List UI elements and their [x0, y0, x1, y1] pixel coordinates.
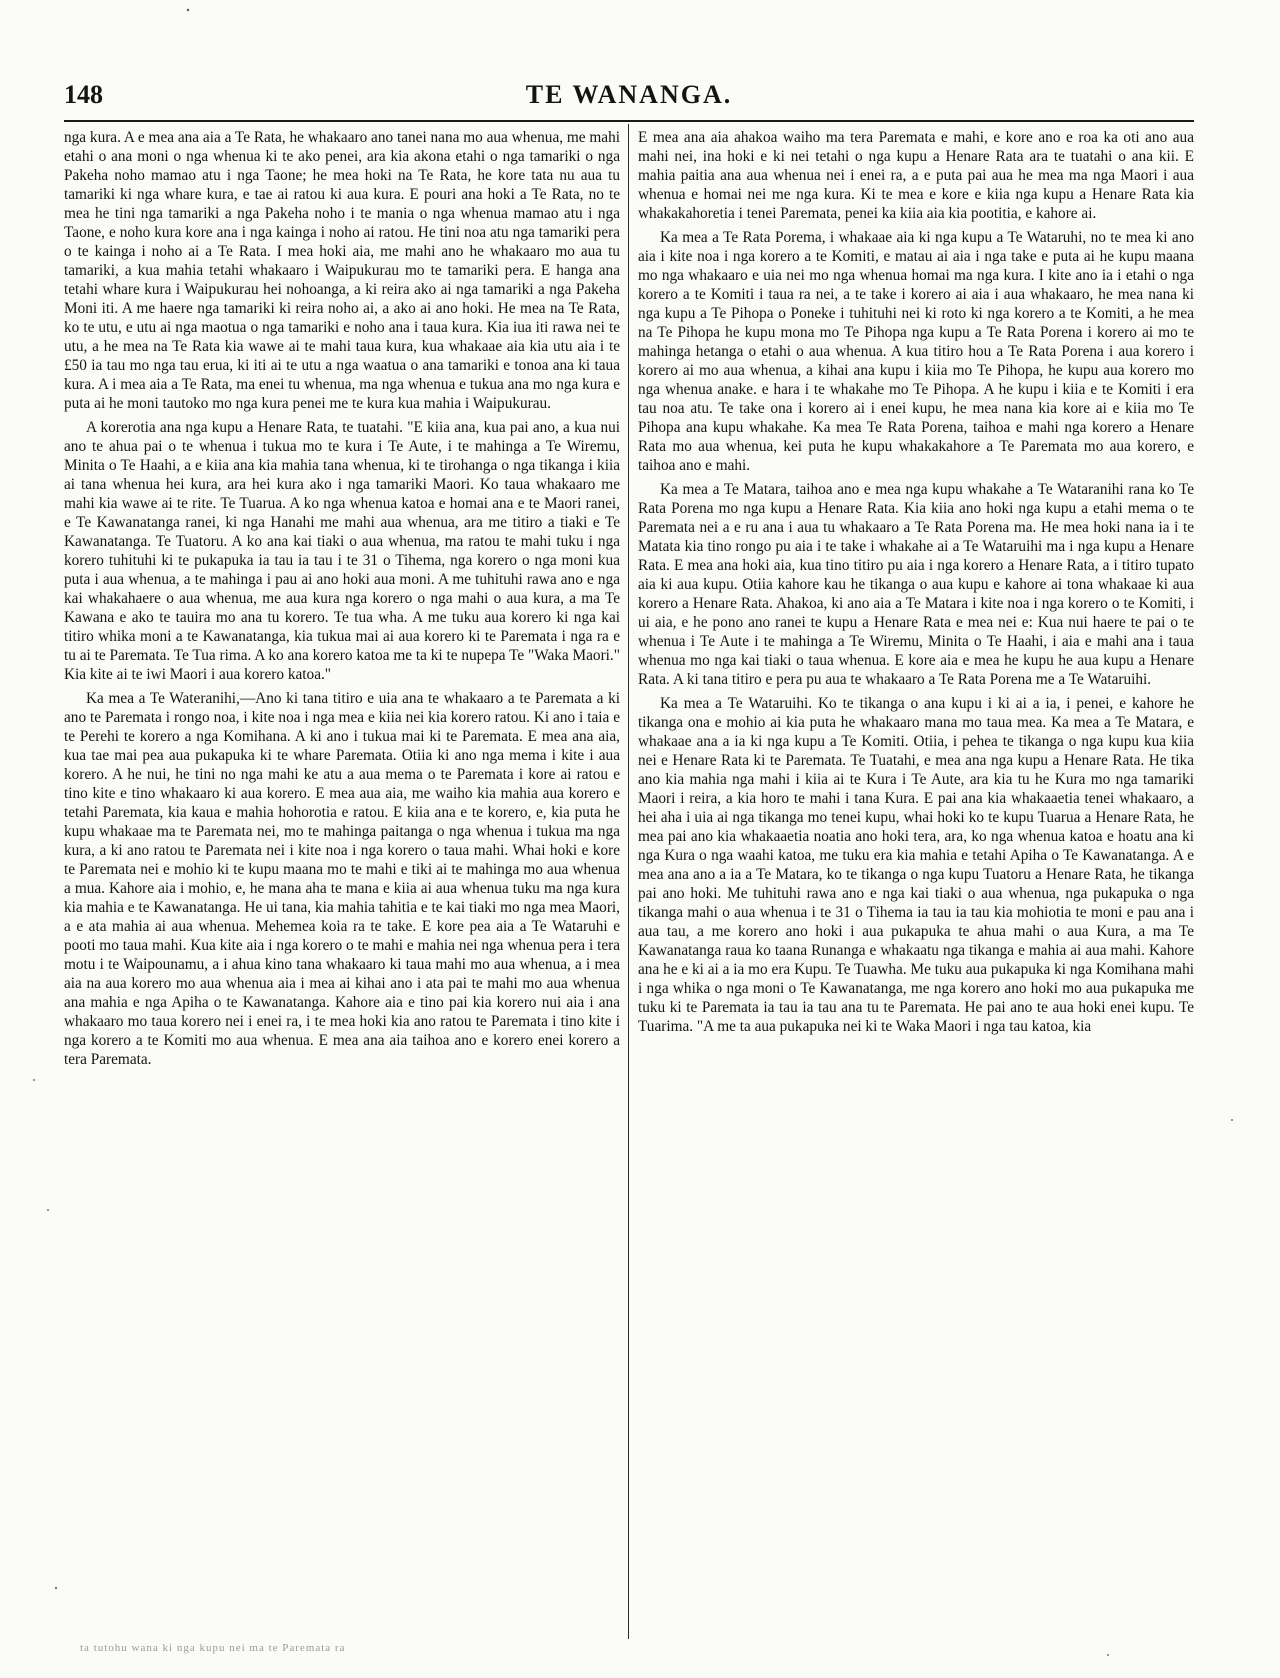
article-paragraph: Ka mea a Te Wataruihi. Ko te tikanga o ana kupu i ki ai a ia, i penei, e kahore he tikanga ona e mohio ai kia puta he whakaaro mana mo taua mea. Ka mea a Te Matara, e whakaae ana a ia ki nga kupu a Te Komiti. Otiia, i pehea te tikanga o nga kupu kua kiia nei e Henare Rata ki te Paremata. Te Tuatahi, e mea ana nga kupu a Henare Rata. He tika ano kia mahia nga mahi i kiia ai te Kura i Te Aute, ara kia tu he Kura mo nga tamariki Maori i reira, a kia horo te mahi i tana Kura. E pai ana kia whakaaetia tenei whakaaro, a hei aha i uia ai nga tikanga mo tenei kupu, whai hoki ko te kupu Tuarua a Henare Rata, he mea pai ano kia whakaaetia noatia ano hoki tera, ara, ko nga whenua katoa e hoatu ana ki nga Kura o nga waahi katoa, me tuku era kia mahia e tetahi Apiha o Te Kawanatanga. A e mea ana ano a ia a Te Matara, ko te tikanga o nga kupu Tuatoru a Henare Rata, he tikanga pai ano hoki. Me tuhituhi rawa ano e nga kai tiaki o aua whenua, nga pukapuka o nga tikanga mahi o aua whenua i te 31 o Tihema ia tau ia tau kia mohiotia te moni e pau ana i aua tau, a me korero ano hoki i aua pukapuka te ahua mahi o aua Kura, a ma Te Kawanatanga raua ko taana Runanga e whakaatu nga tikanga e mahia ai aua mahi. Kahore ana he e ki ai a ia mo era Kupu. Te Tuawha. Me tuku aua pukapuka ki nga Komihana mahi i nga whika o nga moni o Te Kawanatanga, me nga korero ano hoki mo aua pukapuka me tuku ki te Paremata ia tau ia tau ana tu te Paremata. He pai ano te aua hoki enei kupu. Te Tuarima. "A me ta aua pukapuka nei ki te Waka Maori i nga tau katoa, kia	[638, 695, 1194, 1035]
footer-bleed-text: ta tutohu wana ki nga kupu nei ma te Paremata ra	[80, 1642, 346, 1654]
page-header	[64, 78, 1194, 118]
article-paragraph: Ka mea a Te Matara, taihoa ano e mea nga kupu whakahe a Te Wataranihi rana ko Te Rata Porena mo nga kupu a Henare Rata. Kia kiia ano hoki nga kupu a etahi mema o te Paremata nei a e ru ana i aua tu whakaaro a Te Rata Porena ma. He mea hoki nana ia i te Matata kia tino rongo pu aia i te take i whakahe ai a Te Wataruihi ma i nga kupu a Henare Rata. E mea ana hoki aia, kua tino titiro pu aia i nga korero a Henare Rata, a i titiro tupato aia ki aua kupu. Otiia kahore kau he tikanga o aua kupu e kahore ai tona whakaae ki aua korero a Henare Rata. Ahakoa, ki ano aia a Te Matara i kite noa i nga korero o te Komiti, i ui aia, e he pono ano ranei te kupu a Henare Rata e mea nei e: Kua nui haere te pai o te whenua i Te Aute i te mahinga a Te Wiremu, Minita o Te Haahi, i aia e mahi ana i taua whenua mo nga kai tiaki o taua whenua. E kore aia e mea he kupu he aua kupu a Henare Rata. A ki tana titiro e pera pu aua te whakaaro a Te Rata Porena me a Te Wataruihi.	[638, 481, 1194, 688]
article-paragraph: nga kura. A e mea ana aia a Te Rata, he whakaaro ano tanei nana mo aua whenua, me mahi etahi o ana moni o nga whenua ki te ako penei, ara kia akona etahi o nga tamariki o nga Pakeha noho mamao atu i nga Taone; he mea hoki na Te Rata, he kore tata nu aua tu tamariki ki nga whare kura, e tae ai ratou ki aua kura. E pouri ana hoki a Te Rata, no te mea he tini nga tamariki a nga Pakeha noho i te mania o nga whenua mamao atu i nga Taone, e noho kura kore ana i nga kainga i noho ai ratou. He tini noa atu nga tamariki pera o te kainga i noho ai a Te Rata. I mea hoki aia, me mahi ano he whakaaro mo aua tu tamariki, a kua mahia tetahi whakaaro i Waipukurau mo te tamariki pera. E hanga ana tetahi whare kura i Waipukurau hei nohoanga, a ki reira ako ai nga tamariki a nga Pakeha Moni iti. A me haere nga tamariki ki reira noho ai, a ako ai ano hoki. He mea na Te Rata, ko te utu, e utu ai nga maotua o nga tamariki e noho ana i taua kura. Kia iua iti rawa nei te utu, a he mea na Te Rata kia wawe ai te mahi taua kura, kua whakaae aia kia utu aia i te £50 ia tau mo nga tau erua, ki iti ai te utu a nga waatua o ana tamariki e tonoa ana ki taua kura. A i mea aia a Te Rata, ma enei tu whenua, ma nga whenua e tukua ana mo nga kura e puta ai he moni tautoko mo nga kura penei me te kura kua mahia i Waipukurau.	[64, 129, 620, 412]
article-paragraph: Ka mea a Te Wateranihi,—Ano ki tana titiro e uia ana te whakaaro a te Paremata a ki ano te Paremata i rongo noa, i kite noa i nga mea e kiia nei kia korero ratou. Ki ano i taia e te Perehi te korero a nga Komihana. A ki ano i tukua mai ki te Paremata. E mea ana aia, kua tae mai pea aua pukapuka ki te whare Paremata. Otiia ki ano nga mema i kite i aua korero. A he nui, he tini no nga mahi ke atu a aua mema o te Paremata i kore ai ratou e tino kite e tino whakaaro ki aua korero. E mea aua aia, me waiho kia mahia aua korero e tetahi Paremata, kia kaua e mahia hohorotia e ratou. E kiia ana e te korero, e, kia puta he kupu whakaae ma te Paremata nei, mo te mahinga paitanga o nga whenua i tukua ma nga kura, a ki ano ratou te Paremata nei i kite noa i nga korero o taua mahi. Whai hoki e kore te Paremata nei e mohio ki te kupu maana mo te mahi e tiki ai te mahinga mo aua whenua a mua. Kahore aia i mohio, e, he mana aha te mana e kiia ai aua whenua tuku ma nga kura kia mahia e te Kawanatanga. He ui tana, kia mahia tahitia e te kai tiaki mo nga mea Maori, a e ata mahia ai aua whenua. Mehemea koia ra te take. E kore pea aia a Te Wataruhi e pooti mo taua mahi. Kua kite aia i nga korero o te mahi e mahia nei nga whenua pera i tera motu i te Waipounamu, a i ahua kino tana whakaaro ki taua mahi mo aua whenua, a i mea aia na aua korero mo aua whenua aia i mea ai kihai ano i ata pai te mahi mo aua whenua ana mahia e nga Apiha o te Kawanatanga. Kahore aia e tino pai kia korero nui aia i ana whakaaro mo taua korero nei i enei ra, i te mea hoki kia ano ratou te Paremata i tino kite i nga korero a te Komiti mo aua whenua. E mea ana aia taihoa ano e korero enei korero a tera Paremata.	[64, 690, 620, 1068]
newspaper-title: TE WANANGA.	[525, 80, 733, 109]
right-column	[638, 128, 1194, 1633]
article-paragraph: Ka mea a Te Rata Porema, i whakaae aia ki nga kupu a Te Wataruhi, no te mea ki ano aia i kite noa i nga korero a te Komiti, e matau ai aia i nga take e puta ai he kupu maana mo nga whakaaro e uia nei mo nga whenua homai ma nga kura. I kite ano ia i etahi o nga korero a te Komiti i taua ra nei, a te take i korero ai aia i aua whakaaro, he mea nana ki nga kupu a Te Pihopa o Poneke i tuhituhi nei ki roto ki nga korero a te Komiti, a he mea na Te Pihopa he kupu mona mo Te Pihopa nga kupu a Te Rata Porena i korero ai mo te mahinga hetanga o etahi o aua whenua. A kua titiro hou a Te Rata Porena i aua korero i korero ai mo aua whenua, a kihai ana kupu i kiia mo Te Pihopa, he kupu aua korero mo nga whenua anake. e hara i te whakahe mo Te Pihopa. A he kupu i kiia e te Komiti i era tau noa atu. Te take ona i korero ai i enei kupu, he mea nana kia kore ai e kiia mo Te Pihopa ana kupu whakahe. Ka mea Te Rata Porena, taihoa e mahi nga korero a Henare Rata mo aua whenua, kei puta he kupu whakakahore a Te Paremata mo aua korero, e taihoa ano e mahi.	[638, 229, 1194, 474]
header-rule	[64, 120, 1194, 122]
article-paragraph: E mea ana aia ahakoa waiho ma tera Paremata e mahi, e kore ano e roa ka oti ano aua mahi nei, ina hoki e ki nei tetahi o nga kupu a Henare Rata ara te tuatahi o ana kii. E mahia paitia ana aua whenua nei i enei ra, a e puta pai aua he mea ma nga Maori i aua whenua e homai nei me nga kura. Ki te mea e kore e kiia nga kupu a Henare Rata kia whakakahoretia i tenei Paremata, penei ka kiia aia kia pootitia, e kahore ai.	[638, 129, 1194, 222]
article-paragraph: A korerotia ana nga kupu a Henare Rata, te tuatahi. "E kiia ana, kua pai ano, a kua nui ano te ahua pai o te whenua i tukua mo te kura i Te Aute, i te mahinga a Te Wiremu, Minita o Te Haahi, a e kiia ana kia mahia tana whenua, ki te tirohanga o nga tikanga i kiia ai tana whenua hei kura, ara hei kura ako i nga tamariki Maori. Ko taua whakaaro me mahi kia wawe ai te rite. Te Tuarua. A ko nga whenua katoa e homai ana e te Maori ranei, e Te Kawanatanga ranei, ki nga Hanahi me mahi aua whenua, ara me titiro a tiaki e Te Kawanatanga. Te Tuatoru. A ko ana kai tiaki o aua whenua, ma ratou te mahi tuku i nga korero tuhituhi ki te pukapuka ia tau ia tau i te 31 o Tihema, nga korero o nga moni kua puta i aua whenua, a te mahinga i pau ai ano hoki aua moni. A me tuhituhi rawa ano e nga kai whakahaere o aua whenua, me aua kura nga korero o nga mahi o aua kura, a ma Te Kawana e ako te tauira mo ana tu korero. Te tua wha. A me tuku aua korero ki nga kai titiro whika moni a te Kawanatanga, kia tukua mai ai aua korero ki te Paremata i nga ra e tu ai te Paremata. Te Tua rima. A ko ana korero katoa me ta ki te nupepa Te "Waka Maori." Kia kite ai te iwi Maori i aua korero katoa."	[64, 419, 620, 683]
column-divider	[628, 124, 629, 1639]
page-number: 148	[64, 80, 103, 109]
left-column	[64, 128, 620, 1633]
